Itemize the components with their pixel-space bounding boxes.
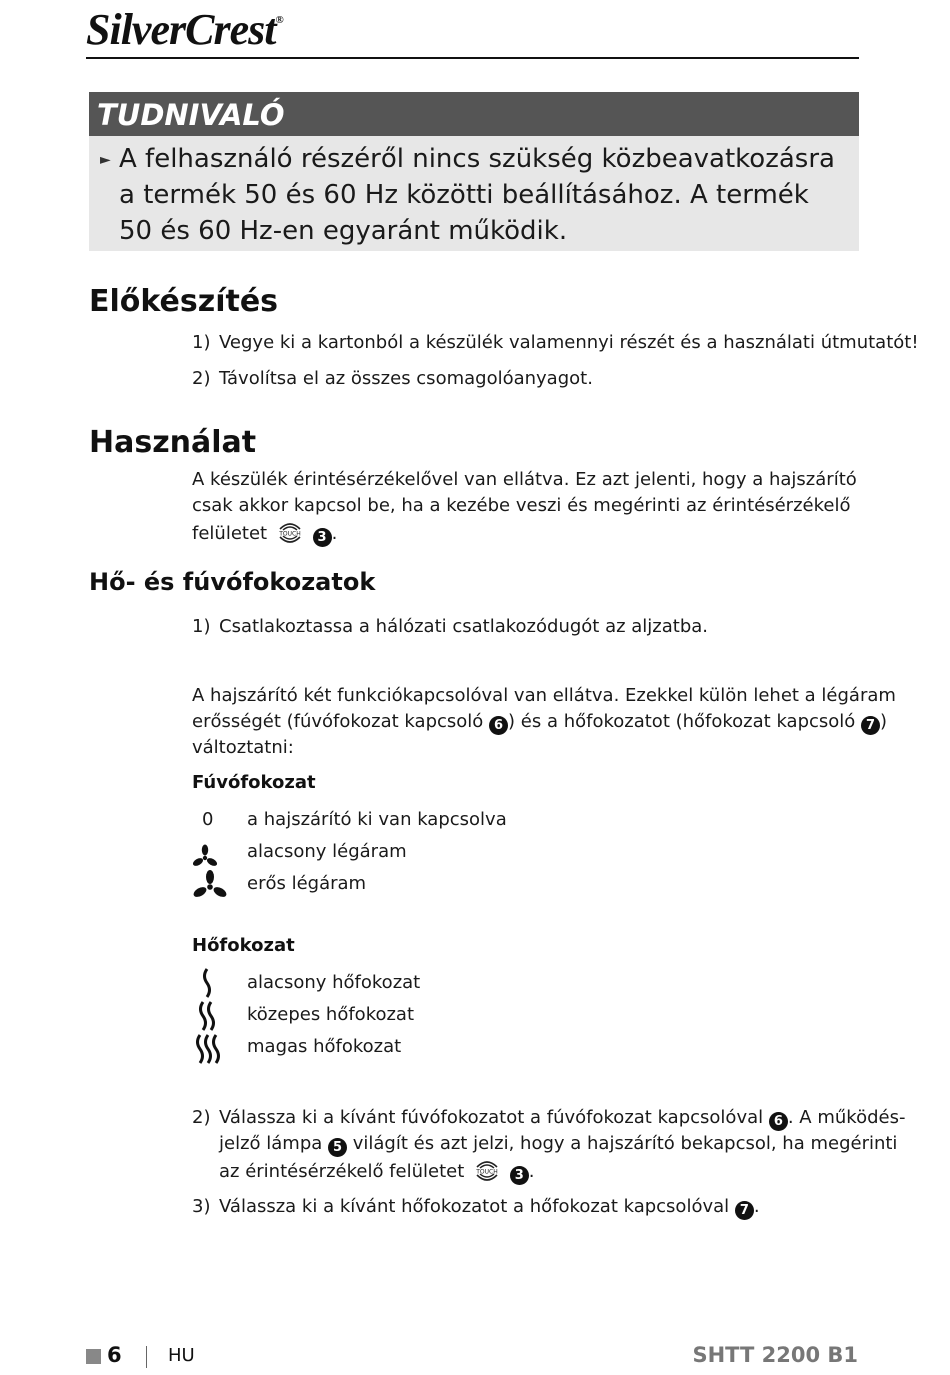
heading-preparation: Előkészítés: [89, 284, 279, 319]
heat-wave-3-icon: [194, 1033, 224, 1065]
levels-line-3: változtatni:: [192, 737, 294, 758]
note-title: TUDNIVALÓ: [89, 92, 859, 136]
heading-heat: Hőfokozat: [192, 935, 295, 956]
fan-large-icon: [192, 870, 228, 904]
triangle-bullet-icon: ►: [100, 152, 111, 168]
usage-line-2: csak akkor kapcsol be, ha a kezébe veszi és megérinti az érintésérzékelő: [192, 495, 851, 516]
ref-5-badge: 5: [328, 1138, 347, 1157]
levels-step-3-text: Válassza ki a kívánt hőfokozatot a hőfokozat kapcsolóval 7 .: [219, 1196, 760, 1218]
heat-item-1-text: közepes hőfokozat: [247, 1004, 415, 1025]
prep-step-1-text: Vegye ki a kartonból a készülék valamennyi részét és a használati útmutatót!: [219, 332, 919, 353]
svg-text:TOUCH: TOUCH: [476, 1168, 498, 1176]
levels-step-1-text: Csatlakoztassa a hálózati csatlakozódugót az aljzatba.: [219, 616, 709, 637]
blower-item-0-text: a hajszárító ki van kapcsolva: [247, 809, 507, 830]
brand-name: SilverCrest: [86, 5, 276, 54]
levels-step-2-line-1: [219, 1105, 905, 1131]
ref-6-badge: 6: [489, 716, 508, 735]
levels-step-3-num: 3): [192, 1196, 211, 1217]
ref-3-badge: 3: [313, 528, 332, 547]
step2-line3a: az érintésérzékelő felületet: [219, 1161, 465, 1182]
page-number: 6: [107, 1343, 122, 1367]
header-rule: [86, 57, 859, 59]
brand-logo: [86, 4, 283, 55]
prep-step-1-num: 1): [192, 332, 211, 353]
heading-levels: Hő- és fúvófokozatok: [89, 568, 376, 596]
model-number: SHTT 2200 B1: [692, 1343, 858, 1367]
ref-3-badge-2: 3: [510, 1166, 529, 1185]
usage-line-1: A készülék érintésérzékelővel van ellátva. Ez azt jelenti, hogy a hajszárító: [192, 469, 857, 490]
blower-item-1-text: alacsony légáram: [247, 841, 407, 862]
heat-item-2-text: magas hőfokozat: [247, 1036, 402, 1057]
heat-item-0-text: alacsony hőfokozat: [247, 972, 421, 993]
levels-step-1-num: 1): [192, 616, 211, 637]
levels-step-2-num: 2): [192, 1107, 211, 1128]
registered-mark: ®: [275, 14, 283, 26]
levels-step-2-line-3: az érintésérzékelő felületet TOUCH 3 .: [219, 1157, 534, 1185]
usage-line-3: felületet TOUCH 3 .: [192, 519, 337, 547]
heading-blower: Fúvófokozat: [192, 772, 316, 793]
note-text: A felhasználó részéről nincs szükség közbeavatkozásra a termék 50 és 60 Hz közötti beállításához. A termék 50 és 60 Hz-en egyaránt működik.: [119, 144, 835, 246]
heat-wave-2-icon: [196, 1000, 220, 1032]
usage-line-3-text: felületet: [192, 523, 268, 544]
ref-6-badge-2: 6: [769, 1112, 788, 1131]
prep-step-2-text: Távolítsa el az összes csomagolóanyagot.: [219, 368, 593, 389]
touch-sensor-icon: [276, 519, 304, 547]
step2-line1b: . A működés-: [787, 1107, 906, 1128]
svg-text:TOUCH: TOUCH: [279, 530, 301, 538]
ref-7-badge-2: 7: [735, 1201, 754, 1220]
fan-small-icon: [192, 843, 218, 873]
heat-wave-1-icon: [198, 967, 218, 999]
step2-line2b: világít és azt jelzi, hogy a hajszárító bekapcsol, ha megérinti: [352, 1133, 898, 1154]
footer-divider: [146, 1346, 147, 1368]
step3-text: Válassza ki a kívánt hőfokozatot a hőfokozat kapcsolóval: [219, 1196, 730, 1217]
language-code: HU: [168, 1345, 195, 1366]
levels-line-2c: ): [880, 711, 888, 732]
blower-item-2-text: erős légáram: [247, 873, 367, 894]
note-box: [89, 136, 859, 251]
step2-line2a: jelző lámpa: [219, 1133, 323, 1154]
levels-line-2a: erősségét (fúvófokozat kapcsoló: [192, 711, 484, 732]
blower-symbol-0: 0: [202, 809, 214, 830]
heading-usage: Használat: [89, 425, 257, 460]
step2-line1a: Válassza ki a kívánt fúvófokozatot a fúvófokozat kapcsolóval: [219, 1107, 764, 1128]
levels-line-2b: ) és a hőfokozatot (hőfokozat kapcsoló: [508, 711, 856, 732]
touch-sensor-icon-2: [473, 1157, 501, 1185]
prep-step-2-num: 2): [192, 368, 211, 389]
ref-7-badge: 7: [861, 716, 880, 735]
footer-square-marker: [86, 1349, 101, 1364]
levels-line-1: A hajszárító két funkciókapcsolóval van ellátva. Ezekkel külön lehet a légáram: [192, 685, 896, 706]
levels-step-2-line-2: [219, 1131, 897, 1157]
levels-line-2: [192, 709, 887, 735]
